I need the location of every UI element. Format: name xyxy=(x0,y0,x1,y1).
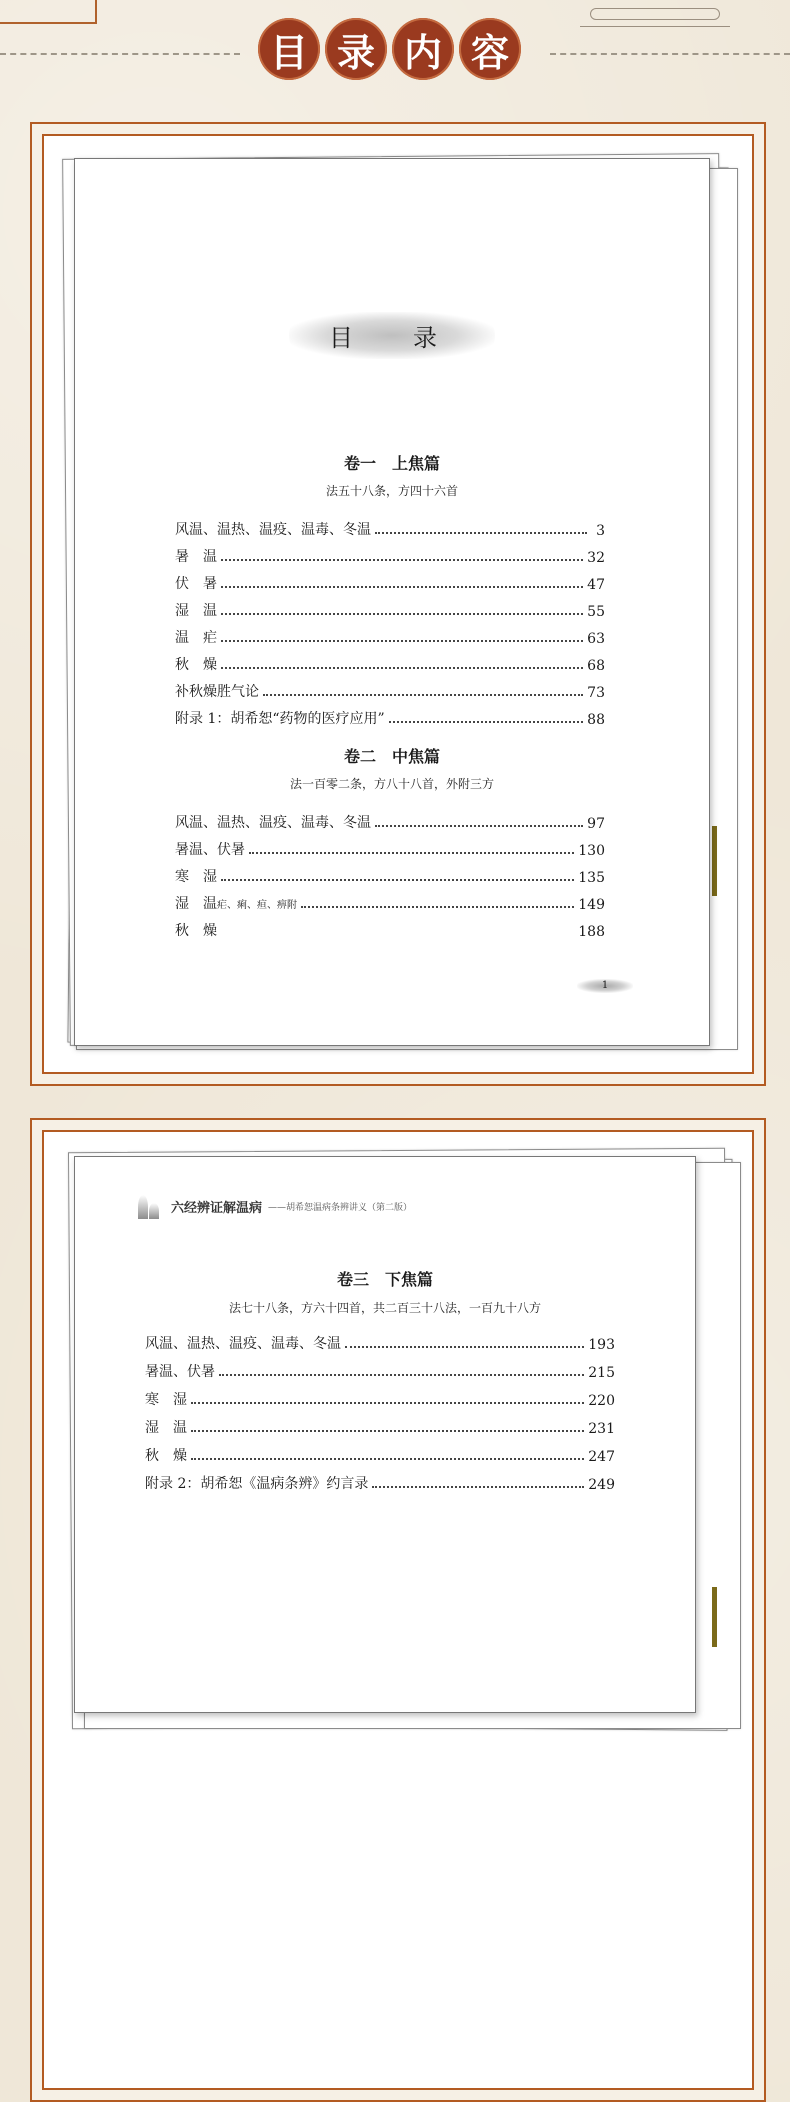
toc-entry-page: 249 xyxy=(588,1477,615,1493)
leader-dots xyxy=(221,586,583,588)
toc-entry-page: 193 xyxy=(588,1337,615,1353)
leader-dots xyxy=(191,1430,584,1432)
toc-entry[interactable] xyxy=(175,920,605,940)
toc-page-2 xyxy=(74,1156,696,1713)
leader-dots xyxy=(221,879,574,881)
leader-dots xyxy=(345,1346,584,1348)
toc-entry[interactable] xyxy=(145,1445,615,1465)
page-stack-1 xyxy=(44,136,754,1076)
toc-entry-label: 附录 1：胡希恕“药物的医疗应用” xyxy=(175,711,385,727)
toc-entry-label xyxy=(175,893,297,913)
folio-number: 1 xyxy=(577,979,633,993)
toc-entry[interactable] xyxy=(145,1361,615,1381)
title-char: 目 xyxy=(258,18,320,80)
toc-entry[interactable] xyxy=(175,546,605,566)
toc-entry-label: 温 疟 xyxy=(175,630,217,646)
leader-dots xyxy=(221,559,583,561)
toc-entry-label: 伏 暑 xyxy=(175,576,217,592)
leader-dots xyxy=(375,532,587,534)
toc-entry-page: 32 xyxy=(587,550,605,566)
toc-entry-page: 88 xyxy=(587,712,605,728)
leader-dots xyxy=(221,613,583,615)
corner-decoration-left xyxy=(0,0,97,24)
toc-entry-page: 220 xyxy=(588,1393,615,1409)
toc-entry-label: 风温、温热、温疫、温毒、冬温 xyxy=(145,1336,341,1352)
leader-dots xyxy=(249,852,574,854)
toc-frame-1-inner xyxy=(42,134,754,1074)
toc-entry[interactable] xyxy=(175,600,605,620)
toc-entry-page: 231 xyxy=(588,1421,615,1437)
toc-entry-page: 68 xyxy=(587,658,605,674)
toc-entry-page: 55 xyxy=(587,604,605,620)
toc-entry-label: 补秋燥胜气论 xyxy=(175,684,259,700)
volume-2-title: 卷二 中焦篇 xyxy=(343,747,440,766)
toc-entry-label: 寒 湿 xyxy=(145,1392,187,1408)
toc-page-1 xyxy=(74,158,710,1046)
toc-entry[interactable] xyxy=(175,654,605,674)
toc-entry-label: 风温、温热、温疫、温毒、冬温 xyxy=(175,815,371,831)
toc-entry[interactable] xyxy=(145,1417,615,1437)
title-char: 内 xyxy=(392,18,454,80)
toc-entry-label: 暑 温 xyxy=(175,549,217,565)
leader-dots xyxy=(191,1458,584,1460)
leaf-logo-icon xyxy=(135,1193,165,1219)
olive-edge xyxy=(712,826,717,896)
volume-3-title: 卷三 下焦篇 xyxy=(336,1270,433,1289)
toc-entry-label: 湿 温 xyxy=(145,1420,187,1436)
toc-entry-label-note: 疟、痢、疸、痹附 xyxy=(217,900,297,911)
toc-entry[interactable] xyxy=(145,1389,615,1409)
toc-heading-text: 目 录 xyxy=(289,312,495,359)
toc-entry[interactable] xyxy=(175,519,605,539)
running-header xyxy=(135,1193,412,1219)
toc-entry-page: 130 xyxy=(578,843,605,859)
toc-entry-label: 湿 温 xyxy=(175,603,217,619)
toc-entry[interactable] xyxy=(175,866,605,886)
leader-dots xyxy=(372,1486,584,1488)
toc-entry-label: 暑温、伏暑 xyxy=(145,1364,215,1380)
toc-entry-label: 秋 燥 xyxy=(175,923,217,939)
leader-dots xyxy=(301,906,574,908)
toc-entry[interactable] xyxy=(145,1473,615,1493)
section-title xyxy=(258,18,521,80)
toc-frame-2 xyxy=(30,1118,766,2102)
leader-dots xyxy=(219,1374,584,1376)
toc-entry-label: 寒 湿 xyxy=(175,869,217,885)
toc-entry[interactable] xyxy=(175,708,605,728)
toc-entry-page: 149 xyxy=(578,897,605,913)
toc-frame-2-inner xyxy=(42,1130,754,2090)
toc-entry-label-main: 湿 温 xyxy=(175,896,217,912)
leader-dots xyxy=(191,1402,584,1404)
dashed-divider-left xyxy=(0,53,240,55)
toc-entry[interactable] xyxy=(145,1333,615,1353)
toc-entry-page: 97 xyxy=(587,816,605,832)
corner-decoration-right xyxy=(580,0,730,27)
book-subtitle: ——胡希恕温病条辨讲义（第二版） xyxy=(268,1202,413,1213)
toc-entry-label: 秋 燥 xyxy=(175,657,217,673)
title-char: 录 xyxy=(325,18,387,80)
toc-entry-page: 73 xyxy=(587,685,605,701)
toc-entry-label: 暑温、伏暑 xyxy=(175,842,245,858)
toc-entry[interactable] xyxy=(175,573,605,593)
toc-entry[interactable] xyxy=(175,812,605,832)
toc-entry-label: 风温、温热、温疫、温毒、冬温 xyxy=(175,522,371,538)
toc-entry[interactable] xyxy=(175,839,605,859)
title-char: 容 xyxy=(459,18,521,80)
book-title: 六经辨证解温病 xyxy=(171,1200,263,1216)
volume-2-subtitle: 法一百零二条，方八十八首，外附三方 xyxy=(289,777,494,791)
leader-dots xyxy=(221,640,583,642)
toc-entry-page: 3 xyxy=(596,523,605,539)
toc-entry-page: 63 xyxy=(587,631,605,647)
leader-dots xyxy=(375,825,583,827)
toc-entry[interactable] xyxy=(175,681,605,701)
volume-1-title: 卷一 上焦篇 xyxy=(343,454,440,473)
toc-entry-page: 188 xyxy=(578,924,605,940)
toc-heading xyxy=(75,312,709,359)
dashed-divider-right xyxy=(550,53,790,55)
volume-1-subtitle: 法五十八条，方四十六首 xyxy=(325,484,458,498)
toc-entry-page: 215 xyxy=(588,1365,615,1381)
page-stack-2 xyxy=(44,1132,754,2092)
toc-entry-page: 247 xyxy=(588,1449,615,1465)
leader-dots xyxy=(221,667,583,669)
leader-dots xyxy=(389,721,584,723)
toc-entry[interactable] xyxy=(175,893,605,913)
toc-entry-page: 47 xyxy=(587,577,605,593)
toc-entry-page: 135 xyxy=(578,870,605,886)
leader-dots xyxy=(263,694,583,696)
toc-entry-label: 附录 2：胡希恕《温病条辨》约言录 xyxy=(145,1476,369,1492)
toc-entry[interactable] xyxy=(175,627,605,647)
volume-3-subtitle: 法七十八条，方六十四首，共二百三十八法，一百九十八方 xyxy=(228,1301,541,1315)
toc-entry-label: 秋 燥 xyxy=(145,1448,187,1464)
olive-edge xyxy=(712,1587,717,1647)
toc-frame-1 xyxy=(30,122,766,1086)
